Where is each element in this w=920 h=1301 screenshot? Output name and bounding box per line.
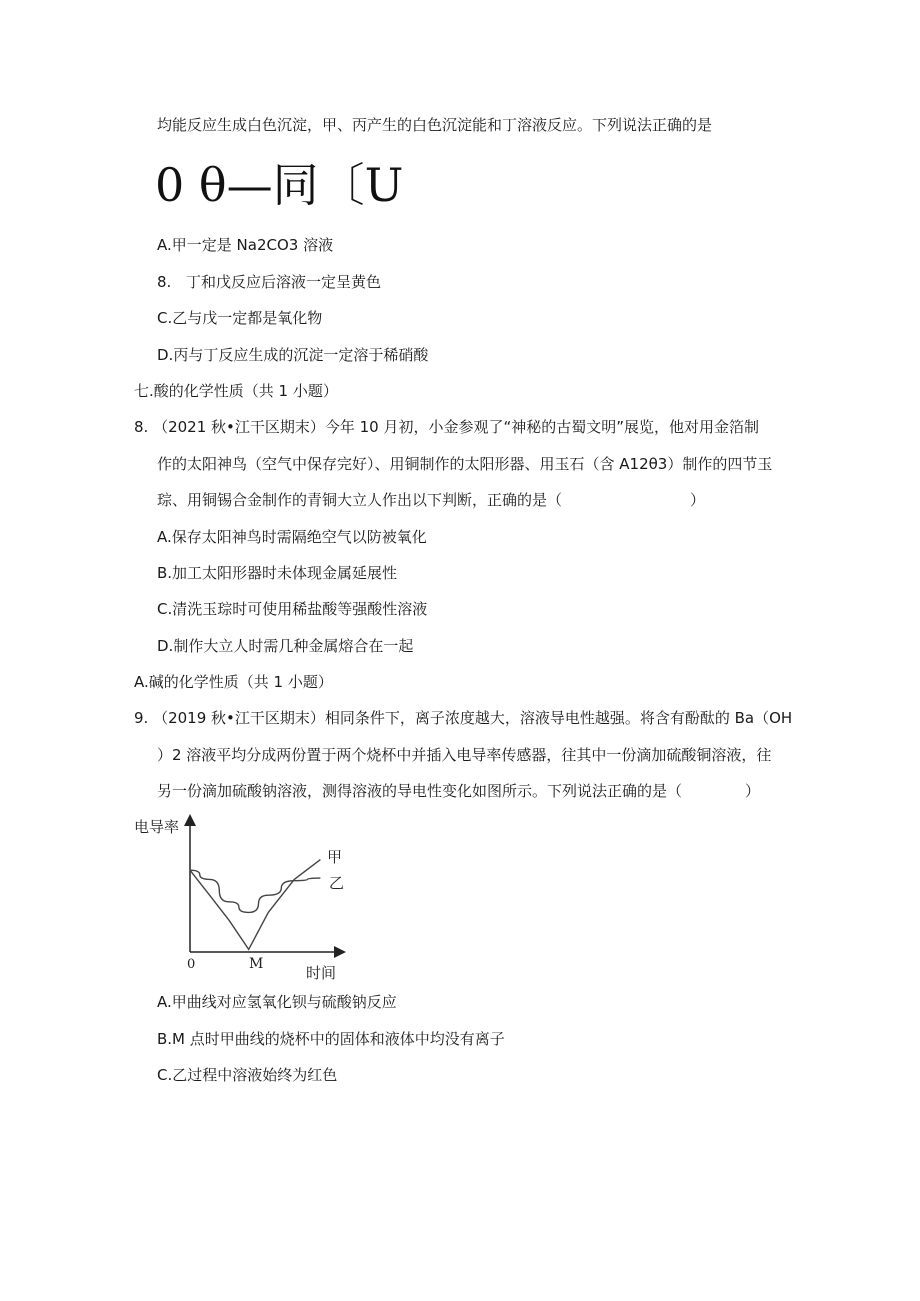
q7-option-d: D.丙与丁反应生成的沉淀一定溶于稀硝酸 — [157, 346, 429, 364]
y-axis-label: 电导率 — [134, 818, 180, 836]
series-line-jia — [190, 860, 320, 950]
q7-option-b: 丁和戊反应后溶液一定呈黄色 — [186, 273, 382, 291]
q7-option-c: C.乙与戊一定都是氧化物 — [157, 309, 323, 327]
legend-jia: 甲 — [327, 848, 343, 866]
q8-line-2: 作的太阳神鸟（空气中保存完好）、用铜制作的太阳形器、用玉石（含 A12θ3）制作的四节玉 — [157, 455, 773, 473]
q8-line-3: 琮、用铜锡合金制作的青铜大立人作出以下判断，正确的是（ — [157, 491, 563, 509]
q8-option-a: A.保存太阳神鸟时需隔绝空气以防被氧化 — [157, 528, 427, 546]
q9-line-2: ）2 溶液平均分成两份置于两个烧杯中并插入电导率传感器，往其中一份滴加硫酸铜溶液，往 — [157, 746, 772, 764]
q8-option-c: C.清洗玉琮时可使用稀盐酸等强酸性溶液 — [157, 600, 428, 618]
q9-line-3: 另一份滴加硫酸钠溶液，测得溶液的导电性变化如图所示。下列说法正确的是（ — [157, 782, 683, 800]
q8-line-1: 8. （2021 秋•江干区期末）今年 10 月初，小金参观了“神秘的古蜀文明”展览，他对用金箔制 — [134, 418, 760, 436]
x-axis-label: 时间 — [306, 964, 337, 982]
section-acid-heading: 七.酸的化学性质（共 1 小题） — [134, 382, 338, 400]
q9-option-b: B.M 点时甲曲线的烧杯中的固体和液体中均没有离子 — [157, 1030, 505, 1048]
q7-stem-end: 均能反应生成白色沉淀，甲、丙产生的白色沉淀能和丁溶液反应。下列说法正确的是 — [157, 116, 713, 134]
q8-paren-close: ） — [690, 491, 706, 509]
x-tick-label-m: M — [249, 956, 264, 972]
q7-option-b-number: 8. — [157, 273, 172, 291]
origin-label: 0 — [187, 957, 196, 972]
q9-line-1: 9. （2019 秋•江干区期末）相同条件下，离子浓度越大，溶液导电性越强。将含有酚酞的 Ba（OH — [134, 709, 793, 727]
legend-yi: 乙 — [329, 874, 345, 892]
q9-paren-close: ） — [745, 782, 761, 800]
q8-option-d: D.制作大立人时需几种金属熔合在一起 — [157, 637, 414, 655]
q9-option-a: A.甲曲线对应氢氧化钡与硫酸钠反应 — [157, 993, 397, 1011]
q8-option-b: B.加工太阳形器时未体现金属延展性 — [157, 564, 398, 582]
q7-option-a: A.甲一定是 Na2CO3 溶液 — [157, 236, 334, 254]
conductivity-chart — [130, 812, 360, 984]
q9-option-c: C.乙过程中溶液始终为红色 — [157, 1066, 338, 1084]
series-line-yi — [190, 870, 320, 912]
section-base-heading: A.碱的化学性质（共 1 小题） — [134, 673, 333, 691]
q7-garbled-formula: 0 θ—同〔U — [155, 158, 404, 212]
